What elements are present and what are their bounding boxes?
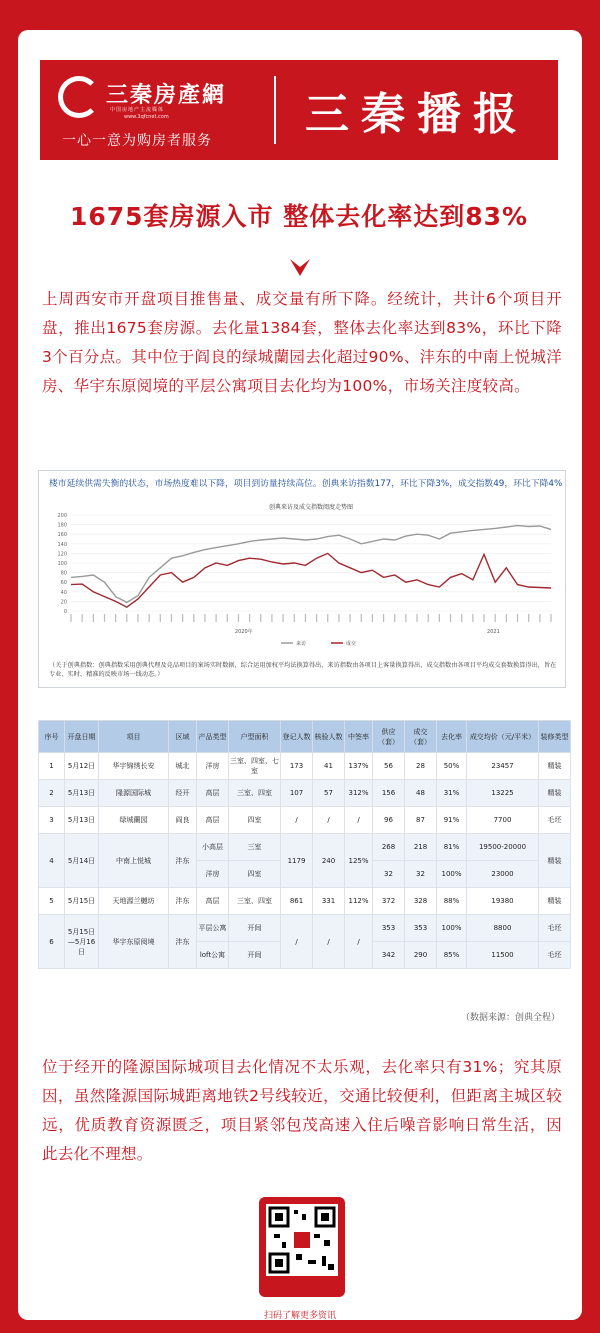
table-cell: 小高层	[197, 834, 229, 861]
x-tick-label	[483, 614, 484, 622]
x-tick-label	[405, 614, 406, 622]
table-cell: 华宇东原阅境	[99, 915, 169, 969]
table-cell: 156	[373, 780, 405, 807]
x-tick-label	[550, 614, 551, 622]
table-cell: 阎良	[169, 807, 197, 834]
table-cell: 毛坯	[539, 807, 571, 834]
table-cell: 353	[405, 915, 437, 942]
data-source: （数据来源：创典全程）	[460, 1013, 560, 1023]
table-cell: 31%	[437, 780, 467, 807]
table-cell: 125%	[345, 834, 373, 888]
table-cell: 218	[405, 834, 437, 861]
table-cell: 高层	[197, 807, 229, 834]
table-cell: 三室	[229, 834, 281, 861]
headline: 1675套房源入市 整体去化率达到83%	[69, 202, 529, 231]
table-cell: 56	[373, 753, 405, 780]
table-cell: 四室	[229, 861, 281, 888]
x-tick-label	[394, 614, 395, 622]
table-cell: /	[345, 807, 373, 834]
table-cell: 312%	[345, 780, 373, 807]
x-tick-label	[495, 614, 496, 622]
x-tick-label	[115, 614, 116, 622]
y-tick-label: 160	[57, 532, 67, 539]
column-header: 项目	[99, 721, 169, 753]
table-cell: 290	[405, 942, 437, 969]
table-cell: 240	[313, 834, 345, 888]
table-cell: 331	[313, 888, 345, 915]
table-cell: /	[281, 807, 313, 834]
table-cell: 96	[373, 807, 405, 834]
x-tick-label	[82, 614, 83, 622]
table-cell: 华宇锦绣长安	[99, 753, 169, 780]
column-header: 区域	[169, 721, 197, 753]
table-cell: 开间	[229, 915, 281, 942]
x-tick-label	[70, 614, 71, 622]
chart-panel	[38, 470, 566, 688]
table-cell: 精装	[539, 753, 571, 780]
x-tick-label	[316, 614, 317, 622]
table-cell: 87	[405, 807, 437, 834]
y-tick-label: 100	[57, 561, 67, 567]
chart-note: （关于创典指数：创典指数采用创典代理及竞品项目的案场实时数据，综合运用加权平均法换算得出，来访指数由各项目上客量换算得出，成交指数由各项目平均成交套数换算得出，旨在专业、实时、精准的反映市场一线动态。）	[49, 662, 557, 678]
table-cell: 沣东	[169, 888, 197, 915]
logo-icon	[58, 76, 100, 118]
x-tick-label	[338, 614, 339, 622]
y-tick-label: 0	[63, 609, 67, 615]
table-cell: 5月14日	[65, 834, 99, 888]
column-header: 户型面积	[229, 721, 281, 753]
legend-label: 成交	[346, 641, 357, 647]
x-tick-label	[260, 614, 261, 622]
qr-label: 扫码了解更多资讯	[263, 1311, 336, 1321]
x-tick-label	[294, 614, 295, 622]
x-tick-label	[249, 614, 250, 622]
table-cell: 23457	[467, 753, 539, 780]
y-tick-label: 80	[60, 570, 67, 577]
x-tick-label	[539, 614, 540, 622]
table-cell: 精装	[539, 780, 571, 807]
x-tick-label	[282, 614, 283, 622]
slogan: 一心一意为购房者服务	[62, 133, 212, 149]
brand-title: 三秦播报	[305, 89, 529, 140]
table-row	[39, 834, 571, 861]
table-cell: 107	[281, 780, 313, 807]
table-cell: 三室、四室、七室	[229, 753, 281, 780]
table-cell: 3	[39, 807, 65, 834]
table-cell: 1179	[281, 834, 313, 888]
table-cell: 7700	[467, 807, 539, 834]
table-cell: 洋房	[197, 753, 229, 780]
table-cell: 41	[313, 753, 345, 780]
table-cell: 23000	[467, 861, 539, 888]
year-label: 2020年	[234, 629, 253, 635]
x-tick-label	[517, 614, 518, 622]
qr-code[interactable]	[266, 1204, 338, 1276]
table-cell: 四室	[229, 807, 281, 834]
table-cell: 绿城蘭园	[99, 807, 169, 834]
table-cell: 6	[39, 915, 65, 969]
table-cell: 88%	[437, 888, 467, 915]
y-tick-label: 60	[60, 580, 67, 587]
table-cell: 137%	[345, 753, 373, 780]
table-cell: 5月15日	[65, 888, 99, 915]
qr-code-card[interactable]	[259, 1197, 345, 1297]
table-cell: /	[281, 915, 313, 969]
x-tick-label	[428, 614, 429, 622]
table-row	[39, 780, 571, 807]
table-row	[39, 915, 571, 942]
table-cell: 5	[39, 888, 65, 915]
x-tick-label	[361, 614, 362, 622]
table-cell: 高层	[197, 780, 229, 807]
series-line-成交	[71, 553, 551, 607]
table-cell: 11500	[467, 942, 539, 969]
table-cell: 32	[405, 861, 437, 888]
table-cell: 城北	[169, 753, 197, 780]
chart-title: 创典来访及成交指数阅度走势图	[268, 504, 354, 511]
table-row	[39, 807, 571, 834]
table-cell: 91%	[437, 807, 467, 834]
table-header-row	[39, 721, 571, 753]
table-cell: 沣东	[169, 915, 197, 969]
logo-text: 三秦房產網	[106, 82, 227, 108]
x-tick-label	[372, 614, 373, 622]
table-cell: 100%	[437, 861, 467, 888]
column-header: 成交均价（元/平米）	[467, 721, 539, 753]
table-cell: 三室、四室	[229, 888, 281, 915]
x-tick-label	[182, 614, 183, 622]
table-cell: 372	[373, 888, 405, 915]
column-header: 开盘日期	[65, 721, 99, 753]
column-header: 核验人数	[313, 721, 345, 753]
table-cell: 5月13日	[65, 780, 99, 807]
table-cell: /	[313, 915, 345, 969]
table-cell: 毛坯	[539, 915, 571, 942]
y-tick-label: 140	[57, 541, 67, 548]
table-cell: 353	[373, 915, 405, 942]
table-cell: 5月13日	[65, 807, 99, 834]
table-cell: 隆源国际城	[99, 780, 169, 807]
table-cell: 洋房	[197, 861, 229, 888]
x-tick-label	[528, 614, 529, 622]
column-header: 登记人数	[281, 721, 313, 753]
table-cell: 1	[39, 753, 65, 780]
analysis-paragraph: 位于经开的隆源国际城项目去化情况不太乐观，去化率只有31%；究其原因，虽然隆源国际城距离地铁2号线较近，交通比较便利，但距离主城区较远，优质教育资源匮乏，项目紧邻包茂高速入住后噪音影响日常生活，因此去化不理想。	[42, 1058, 562, 1163]
table-cell: 5月15日—5月16日	[65, 915, 99, 969]
table-row	[39, 753, 571, 780]
x-tick-label	[305, 614, 306, 622]
table-cell: 112%	[345, 888, 373, 915]
column-header: 去化率	[437, 721, 467, 753]
table-cell: 19500-20000	[467, 834, 539, 861]
column-header: 成交（套）	[405, 721, 437, 753]
y-tick-label: 40	[60, 589, 67, 596]
table-cell: 开间	[229, 942, 281, 969]
logo-subtitle: 中国房地产主流媒体	[110, 107, 165, 113]
x-tick-label	[349, 614, 350, 622]
x-tick-label	[193, 614, 194, 622]
table-cell: 19380	[467, 888, 539, 915]
column-header: 中签率	[345, 721, 373, 753]
x-tick-label	[160, 614, 161, 622]
table-cell: 毛坯	[539, 942, 571, 969]
series-line-来访	[71, 526, 551, 603]
table-cell: 中南上悦城	[99, 834, 169, 888]
x-tick-label	[450, 614, 451, 622]
table-cell: 高层	[197, 888, 229, 915]
table-cell: /	[345, 915, 373, 969]
table-cell: 4	[39, 834, 65, 888]
x-tick-label	[472, 614, 473, 622]
qr-pattern-icon	[266, 1204, 338, 1276]
table-cell: 精装	[539, 834, 571, 888]
x-tick-label	[216, 614, 217, 622]
table-cell: 8800	[467, 915, 539, 942]
table-cell: 经开	[169, 780, 197, 807]
x-tick-label	[439, 614, 440, 622]
table-cell: 沣东	[169, 834, 197, 888]
table-cell: 50%	[437, 753, 467, 780]
x-tick-label	[171, 614, 172, 622]
x-tick-label	[506, 614, 507, 622]
x-tick-label	[238, 614, 239, 622]
y-tick-label: 120	[57, 551, 67, 558]
y-tick-label: 200	[57, 513, 67, 519]
table-cell: /	[313, 807, 345, 834]
table-cell: 100%	[437, 915, 467, 942]
table-cell: 342	[373, 942, 405, 969]
table-cell: 57	[313, 780, 345, 807]
line-chart	[47, 499, 559, 659]
column-header: 产品类型	[197, 721, 229, 753]
x-tick-label	[227, 614, 228, 622]
logo-url: www.3qfcnet.com	[124, 114, 169, 120]
table-cell: 三室、四室	[229, 780, 281, 807]
x-tick-label	[271, 614, 272, 622]
table-cell: 81%	[437, 834, 467, 861]
table-cell: 32	[373, 861, 405, 888]
table-cell: 268	[373, 834, 405, 861]
project-table	[38, 720, 570, 995]
table-row	[39, 888, 571, 915]
table-cell: loft公寓	[197, 942, 229, 969]
table-cell: 天地源兰樾坊	[99, 888, 169, 915]
x-tick-label	[137, 614, 138, 622]
year-label: 2021	[487, 629, 500, 635]
header-banner	[40, 60, 558, 160]
y-tick-label: 20	[60, 599, 67, 606]
chart-caption: 楼市延续供需失衡的状态，市场热度难以下降，项目到访量持续高位。创典来访指数177，环比下降3%，成交指数49，环比下降4%	[49, 479, 563, 489]
table-cell: 平层公寓	[197, 915, 229, 942]
table-cell: 5月12日	[65, 753, 99, 780]
x-tick-label	[204, 614, 205, 622]
table-cell: 2	[39, 780, 65, 807]
table-cell: 173	[281, 753, 313, 780]
table-cell: 精装	[539, 888, 571, 915]
x-tick-label	[93, 614, 94, 622]
legend-label: 来访	[296, 641, 307, 647]
intro-paragraph: 上周西安市开盘项目推售量、成交量有所下降。经统计，共计6个项目开盘，推出1675套房源。去化量1384套，整体去化率达到83%，环比下降3个百分点。其中位于阎良的绿城蘭园去化超过90%、沣东的中南上悦城洋房、华宇东原阅境的平层公寓项目去化均为100%，市场关注度较高。	[42, 290, 562, 395]
x-tick-label	[383, 614, 384, 622]
table-cell: 328	[405, 888, 437, 915]
table-cell: 85%	[437, 942, 467, 969]
column-header: 装修类型	[539, 721, 571, 753]
divider	[274, 76, 276, 144]
column-header: 序号	[39, 721, 65, 753]
arrow-down-icon	[289, 258, 311, 278]
table-cell: 13225	[467, 780, 539, 807]
column-header: 供应（套）	[373, 721, 405, 753]
y-tick-label: 180	[57, 522, 67, 529]
table-cell: 28	[405, 753, 437, 780]
x-tick-label	[126, 614, 127, 622]
table-cell: 48	[405, 780, 437, 807]
x-tick-label	[327, 614, 328, 622]
x-tick-label	[416, 614, 417, 622]
table-cell: 861	[281, 888, 313, 915]
x-tick-label	[149, 614, 150, 622]
x-tick-label	[461, 614, 462, 622]
x-tick-label	[104, 614, 105, 622]
